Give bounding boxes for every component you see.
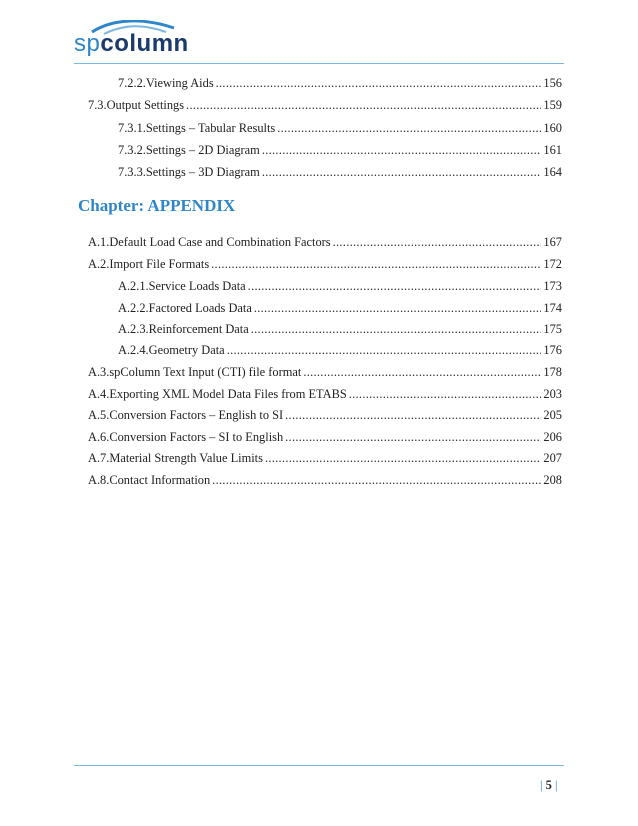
toc-entry[interactable] [118,278,562,294]
toc-entry-title: Settings – Tabular Results [145,121,276,135]
toc-entry[interactable] [118,321,562,337]
toc-entry-page: 161 [543,143,562,157]
toc-entry[interactable] [88,450,562,466]
toc-entry-number: A.7. [88,451,110,465]
toc-leader-dots [227,342,542,358]
toc-entry-number: A.2.1. [118,279,149,293]
page-number [540,778,558,793]
toc-leader-dots [285,407,541,423]
toc-entry-page: 206 [543,430,562,444]
logo-main: column [100,30,189,57]
spcolumn-logo [74,20,194,60]
toc-entry[interactable] [88,234,562,250]
toc-entry-page: 172 [543,257,562,271]
toc-entry-page: 167 [543,235,562,249]
toc-entry-number: A.2.4. [118,343,149,357]
toc-entry-title: Factored Loads Data [148,301,252,315]
toc-entry-title: Reinforcement Data [148,322,249,336]
toc-entry[interactable] [118,75,562,91]
toc-entry-number: A.2. [88,257,110,271]
toc-entry-number: 7.3.2. [118,143,146,157]
toc-entry-title: Geometry Data [148,343,225,357]
toc-entry-page: 203 [543,387,562,401]
toc-entry-number: A.3. [88,365,110,379]
toc-entry[interactable] [118,342,562,358]
toc-entry-title: Material Strength Value Limits [109,451,263,465]
toc-entry-number: A.8. [88,473,110,487]
toc-entry-title: Default Load Case and Combination Factors [109,235,331,249]
toc-entry-number: A.6. [88,430,110,444]
toc-leader-dots [262,142,542,158]
page-number-separator-right: | [555,778,558,792]
toc-entry-page: 159 [543,98,562,112]
toc-entry-number: 7.2.2. [118,76,146,90]
toc-leader-dots [254,300,542,316]
toc-entry-title: spColumn Text Input (CTI) file format [109,365,302,379]
toc-leader-dots [248,278,542,294]
toc-entry[interactable] [118,164,562,180]
toc-entry-title: Conversion Factors – English to SI [109,408,284,422]
toc-entry[interactable] [118,300,562,316]
toc-entry-page: 176 [543,343,562,357]
toc-leader-dots [212,472,541,488]
toc-entry-page: 205 [543,408,562,422]
toc-entry[interactable] [88,472,562,488]
toc-entry-page: 173 [543,279,562,293]
toc-entry-title: Settings – 3D Diagram [145,165,260,179]
toc-entry-page: 174 [543,301,562,315]
header-divider [74,63,564,64]
toc-entry-page: 208 [543,473,562,487]
toc-entry[interactable] [88,429,562,445]
toc-leader-dots [216,75,542,91]
toc-entry-number: 7.3.3. [118,165,146,179]
toc-entry[interactable] [88,97,562,113]
toc-entry-title: Exporting XML Model Data Files from ETABS [109,387,347,401]
toc-entry[interactable] [88,364,562,380]
toc-entry-number: A.4. [88,387,110,401]
toc-entry-page: 160 [543,121,562,135]
toc-entry-page: 178 [543,365,562,379]
toc-entry[interactable] [88,407,562,423]
toc-entry-title: Output Settings [106,98,185,112]
page-number-separator-left: | [540,778,543,792]
logo-wordmark [74,30,189,58]
toc-leader-dots [349,386,542,402]
toc-leader-dots [186,97,541,113]
toc-entry-page: 164 [543,165,562,179]
toc-leader-dots [251,321,542,337]
toc-leader-dots [333,234,542,250]
toc-entry-number: A.2.3. [118,322,149,336]
toc-entry-number: 7.3.1. [118,121,146,135]
toc-entry-title: Contact Information [109,473,211,487]
toc-entry-title: Conversion Factors – SI to English [109,430,284,444]
logo-prefix: sp [74,30,101,57]
toc-leader-dots [265,450,541,466]
toc-entry-title: Import File Formats [109,257,210,271]
toc-entry-page: 207 [543,451,562,465]
toc-leader-dots [211,256,541,272]
toc-entry-title: Service Loads Data [148,279,246,293]
toc-entry[interactable] [118,142,562,158]
toc-entry[interactable] [118,120,562,136]
toc-leader-dots [277,120,541,136]
toc-leader-dots [285,429,541,445]
toc-entry-number: A.5. [88,408,110,422]
chapter-heading: Chapter: APPENDIX [78,196,236,215]
page-number-value: 5 [545,778,552,792]
footer-divider [74,765,564,766]
toc-entry-title: Settings – 2D Diagram [145,143,260,157]
toc-entry-number: A.2.2. [118,301,149,315]
toc-entry[interactable] [88,256,562,272]
toc-entry-page: 175 [543,322,562,336]
toc-entry-number: 7.3. [88,98,107,112]
toc-leader-dots [262,164,542,180]
toc-entry-title: Viewing Aids [145,76,214,90]
toc-entry[interactable] [88,386,562,402]
toc-entry-page: 156 [543,76,562,90]
toc-entry-number: A.1. [88,235,110,249]
toc-leader-dots [303,364,541,380]
